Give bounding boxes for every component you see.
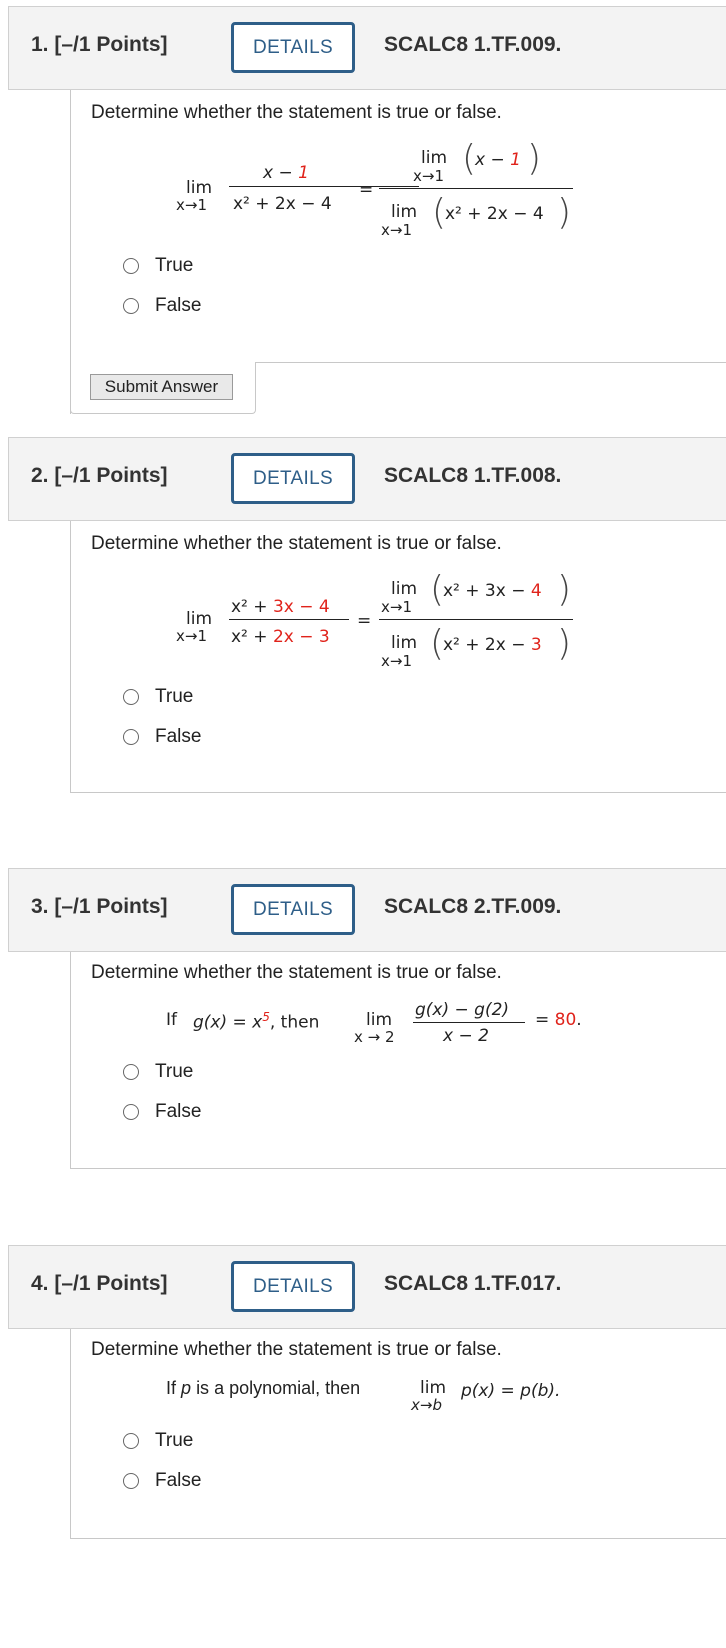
- lim-subscript: x→1: [381, 652, 412, 670]
- function-def: g(x) = x: [193, 1012, 263, 1033]
- option-true[interactable]: True: [123, 685, 193, 709]
- numerator-red: 4: [530, 581, 542, 601]
- numerator-red: 3x − 4: [272, 597, 330, 617]
- denominator: x² +: [231, 627, 268, 647]
- option-true[interactable]: True: [123, 1060, 193, 1084]
- radio-button[interactable]: [123, 1433, 139, 1449]
- lim-label: lim: [420, 1378, 447, 1398]
- option-true[interactable]: True: [123, 254, 193, 278]
- question-prompt: Determine whether the statement is true or false.: [91, 533, 502, 554]
- question-4-code: SCALC8 1.TF.017.: [384, 1272, 562, 1295]
- option-false[interactable]: False: [123, 1100, 201, 1124]
- denominator: x² + 2x − 4: [445, 204, 544, 224]
- exponent: 5: [262, 1010, 270, 1024]
- fraction-bar: [379, 188, 573, 189]
- question-prompt: Determine whether the statement is true or false.: [91, 1339, 502, 1360]
- limit-expression: p(x) = p(b).: [461, 1381, 561, 1401]
- denominator-red: 2x − 3: [272, 627, 330, 647]
- equals-sign: =: [535, 1010, 550, 1030]
- question-prompt: Determine whether the statement is true or false.: [91, 962, 502, 983]
- lim-label: lim: [391, 579, 418, 599]
- divider: [255, 362, 726, 363]
- denominator: x² + 2x − 4: [233, 194, 332, 214]
- numerator-red: 1: [510, 150, 521, 170]
- question-3-title: 3. [–/1 Points]: [31, 895, 168, 918]
- lim-subscript: x→1: [176, 196, 207, 214]
- radio-button[interactable]: [123, 1064, 139, 1080]
- lim-label: lim: [366, 1010, 393, 1030]
- lim-subscript: x→1: [381, 221, 412, 239]
- question-1-header: [8, 6, 726, 90]
- denominator: x² + 2x −: [443, 635, 526, 655]
- numerator: x² +: [231, 597, 268, 617]
- question-2-body: Determine whether the statement is true or false. lim x→1 x² + 3x − 4 x² + 2x − 3 = lim x→1 ( x² + 3x − 4 ) lim x→1 ( x² + 2x − 3 ) True False: [70, 521, 726, 793]
- numerator: x −: [263, 163, 293, 183]
- lim-label: lim: [391, 202, 418, 222]
- question-2-code: SCALC8 1.TF.008.: [384, 464, 562, 487]
- details-button[interactable]: DETAILS: [231, 884, 355, 935]
- condition-text: is a polynomial, then: [196, 1378, 361, 1398]
- question-3-body: Determine whether the statement is true or false. If $g(x) = x^5$, then lim x → 2 g(x) − g(2) x − 2 = 80. True False: [70, 952, 726, 1169]
- fraction-bar: [413, 1022, 525, 1023]
- equals-sign: =: [357, 611, 372, 631]
- option-false[interactable]: False: [123, 1469, 201, 1493]
- fraction-bar: [379, 619, 573, 620]
- question-1-code: SCALC8 1.TF.009.: [384, 33, 562, 56]
- question-1-body: Determine whether the statement is true or false. lim x→1 x − 1 x² + 2x − 4 = lim x→1 ( x − 1 ) lim x→1 ( x² + 2x − 4 ) True False: [70, 90, 726, 414]
- radio-button[interactable]: [123, 1104, 139, 1120]
- lim-subscript: x→1: [381, 598, 412, 616]
- radio-button[interactable]: [123, 298, 139, 314]
- denominator-red: 3: [530, 635, 542, 655]
- equals-sign: =: [359, 180, 374, 200]
- question-4-body: [70, 1329, 726, 1539]
- if-text: If: [166, 1010, 177, 1030]
- question-2-header: [8, 437, 726, 521]
- question-4-title: 4. [–/1 Points]: [31, 1272, 168, 1295]
- lim-subscript: x→1: [176, 627, 207, 645]
- question-prompt: Determine whether the statement is true or false.: [91, 102, 502, 123]
- numerator: x −: [475, 150, 505, 170]
- lim-subscript: x→b: [411, 1396, 442, 1414]
- lim-label: lim: [421, 148, 448, 168]
- numerator: g(x) − g(2): [415, 1000, 510, 1020]
- details-button[interactable]: DETAILS: [231, 453, 355, 504]
- question-4-header: [8, 1245, 726, 1329]
- lim-subscript: x → 2: [354, 1028, 395, 1046]
- submit-answer-button[interactable]: Submit Answer: [90, 374, 233, 400]
- radio-button[interactable]: [123, 689, 139, 705]
- numerator-red: 1: [298, 163, 309, 183]
- radio-button[interactable]: [123, 729, 139, 745]
- fraction-bar: [229, 186, 419, 187]
- denominator: x − 2: [443, 1026, 489, 1046]
- lim-label: lim: [391, 633, 418, 653]
- radio-button[interactable]: [123, 1473, 139, 1489]
- option-false[interactable]: False: [123, 725, 201, 749]
- option-true[interactable]: True: [123, 1429, 193, 1453]
- variable-p: p: [181, 1378, 192, 1398]
- lim-label: lim: [186, 609, 213, 629]
- question-3-header: [8, 868, 726, 952]
- details-button[interactable]: DETAILS: [231, 1261, 355, 1312]
- then-text: , then: [269, 1012, 320, 1033]
- lim-subscript: x→1: [413, 167, 444, 185]
- numerator: x² + 3x −: [443, 581, 526, 601]
- question-2-title: 2. [–/1 Points]: [31, 464, 168, 487]
- question-3-code: SCALC8 2.TF.009.: [384, 895, 562, 918]
- fraction-bar: [229, 619, 349, 620]
- details-button[interactable]: DETAILS: [231, 22, 355, 73]
- answer-value: 80: [554, 1010, 577, 1030]
- option-false[interactable]: False: [123, 294, 201, 318]
- question-1-title: 1. [–/1 Points]: [31, 33, 168, 56]
- if-text: If: [166, 1378, 177, 1398]
- radio-button[interactable]: [123, 258, 139, 274]
- lim-label: lim: [186, 178, 213, 198]
